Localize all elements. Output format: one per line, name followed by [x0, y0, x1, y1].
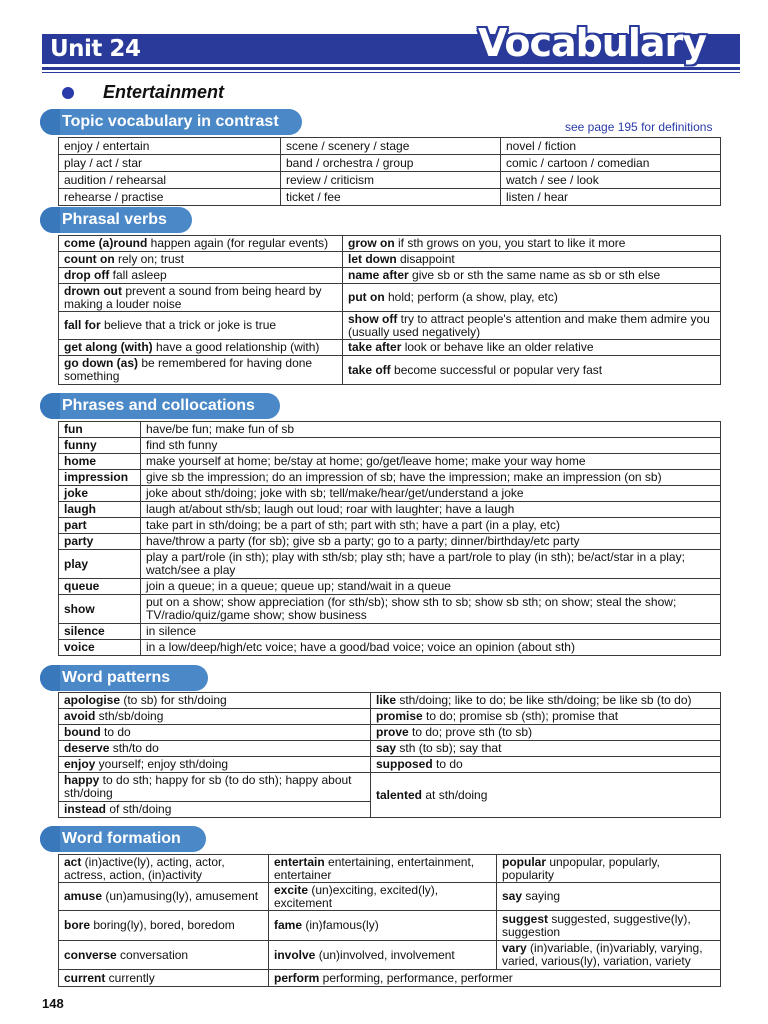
keyword-cell: voice: [59, 640, 141, 656]
headword: talented: [376, 787, 423, 802]
bullet-icon: [62, 87, 74, 99]
keyword-cell: play: [59, 550, 141, 579]
table-row: [59, 550, 721, 579]
table-row: [59, 268, 721, 284]
word-formation-table: [58, 854, 721, 987]
definition: of sth/doing: [106, 802, 172, 816]
vocab-cell: listen / hear: [501, 189, 721, 206]
headword: name after: [348, 268, 409, 282]
topic-vocab-table: [58, 137, 721, 206]
vocab-cell: ticket / fee: [281, 189, 501, 206]
collocations-cell: joke about sth/doing; joke with sb; tell/make/hear/get/understand a joke: [141, 486, 721, 502]
table-row: [59, 970, 721, 987]
headword: put on: [348, 290, 385, 304]
formation-cell: [59, 941, 269, 970]
headword: show off: [348, 311, 398, 326]
phrasal-cell: [343, 268, 721, 284]
table-row: [59, 534, 721, 550]
definition: conversation: [116, 947, 189, 962]
formation-cell: [497, 883, 721, 911]
pattern-cell: [371, 773, 721, 818]
headword: promise: [376, 709, 423, 723]
pattern-cell: [59, 741, 371, 757]
definition: to do: [432, 757, 463, 771]
table-row: [59, 470, 721, 486]
keyword-cell: impression: [59, 470, 141, 486]
formation-cell: [59, 883, 269, 911]
phrasal-cell: [343, 312, 721, 340]
table-row: [59, 911, 721, 941]
table-row: [59, 693, 721, 709]
page-number: 148: [42, 996, 64, 1011]
table-row: [59, 579, 721, 595]
headword: entertain: [274, 854, 325, 869]
keyword-cell: silence: [59, 624, 141, 640]
formation-cell: [269, 941, 497, 970]
vocab-cell: review / criticism: [281, 172, 501, 189]
headword: take after: [348, 340, 402, 354]
definition: (in)active(ly), acting, actor, actress, action, (in)activity: [64, 854, 225, 882]
phrasal-cell: [59, 252, 343, 268]
table-row: [59, 624, 721, 640]
table-row: [59, 518, 721, 534]
collocations-cell: play a part/role (in sth); play with sth/sb; play sth; have a part/role to play (in sth); be/act/star in a play; watch/see a play: [141, 550, 721, 579]
collocations-cell: have/throw a party (for sb); give sb a party; go to a party; dinner/birthday/etc party: [141, 534, 721, 550]
definition: (in)famous(ly): [302, 918, 379, 932]
pill-word-formation: Word formation: [40, 826, 206, 852]
definition: yourself; enjoy sth/doing: [95, 757, 229, 771]
headword: get along (with): [64, 340, 153, 354]
headword: prove: [376, 725, 409, 739]
definition: (un)amusing(ly), amusement: [102, 889, 259, 903]
phrasal-cell: [59, 340, 343, 356]
table-row: [59, 356, 721, 385]
headword: bound: [64, 725, 101, 739]
table-row: [59, 757, 721, 773]
keyword-cell: party: [59, 534, 141, 550]
headword: perform: [274, 970, 320, 985]
word-patterns-body: [59, 693, 721, 818]
table-row: [59, 312, 721, 340]
pattern-cell: [371, 725, 721, 741]
definition: currently: [105, 970, 155, 985]
definition: saying: [522, 889, 561, 903]
phrasal-cell: [343, 236, 721, 252]
definition: to do sth; happy for sb (to do sth); happy about sth/doing: [64, 773, 352, 800]
definition: sth/sb/doing: [95, 709, 164, 723]
topic-vocab-body: [59, 138, 721, 206]
definition: sth/doing; like to do; be like sth/doing; be like sb (to do): [396, 693, 692, 707]
definition: (in)variable, (in)variably, varying, varied, various(ly), variation, variety: [502, 941, 703, 968]
headword: supposed: [376, 757, 433, 771]
pattern-cell: [59, 693, 371, 709]
definition: give sb or sth the same name as sb or sth else: [408, 268, 661, 282]
headword: act: [64, 854, 82, 869]
definition: fall asleep: [109, 268, 167, 282]
word-patterns-table: [58, 692, 721, 818]
headword: go down (as): [64, 356, 138, 370]
keyword-cell: funny: [59, 438, 141, 454]
definition: hold; perform (a show, play, etc): [384, 290, 558, 304]
keyword-cell: queue: [59, 579, 141, 595]
pattern-cell: [59, 802, 371, 818]
headword: instead: [64, 802, 107, 816]
headword: involve: [274, 947, 316, 962]
unit-title: Unit 24: [50, 36, 141, 62]
formation-cell: [269, 855, 497, 883]
headword: take off: [348, 362, 391, 377]
table-row: [59, 252, 721, 268]
headword: enjoy: [64, 757, 96, 771]
table-row: [59, 741, 721, 757]
formation-cell: [269, 970, 721, 987]
definition: suggested, suggestive(ly), suggestion: [502, 911, 691, 939]
definition: if sth grows on you, you start to like it more: [394, 236, 626, 250]
definition: rely on; trust: [114, 252, 185, 266]
headword: grow on: [348, 236, 395, 250]
phrases-body: [59, 422, 721, 656]
definition: try to attract people's attention and make them admire you (usually used negatively): [348, 311, 710, 339]
definition: sth/to do: [109, 741, 159, 755]
definition: (un)involved, involvement: [315, 947, 455, 962]
collocations-cell: put on a show; show appreciation (for sth/sb); show sth to sb; show sb sth; on show; steal the show; TV/radio/quiz/game show; show business: [141, 595, 721, 624]
pattern-cell: [59, 709, 371, 725]
table-row: [59, 438, 721, 454]
headword: drop off: [64, 268, 110, 282]
vocab-cell: comic / cartoon / comedian: [501, 155, 721, 172]
definition: happen again (for regular events): [147, 236, 329, 250]
table-row: [59, 454, 721, 470]
pill-word-patterns: Word patterns: [40, 665, 208, 691]
definition: sth (to sb); say that: [396, 741, 502, 755]
definition: become successful or popular very fast: [390, 362, 603, 377]
table-row: [59, 422, 721, 438]
keyword-cell: joke: [59, 486, 141, 502]
table-row: [59, 773, 721, 802]
keyword-cell: laugh: [59, 502, 141, 518]
definition: be remembered for having done something: [64, 356, 313, 383]
definition: look or behave like an older relative: [401, 340, 594, 354]
table-row: [59, 883, 721, 911]
table-row: [59, 172, 721, 189]
pattern-cell: [59, 757, 371, 773]
collocations-cell: have/be fun; make fun of sb: [141, 422, 721, 438]
headword: suggest: [502, 911, 549, 926]
table-row: [59, 640, 721, 656]
headword: happy: [64, 773, 100, 787]
formation-cell: [59, 855, 269, 883]
collocations-cell: laugh at/about sth/sb; laugh out loud; roar with laughter; have a laugh: [141, 502, 721, 518]
table-row: [59, 595, 721, 624]
formation-cell: [497, 941, 721, 970]
phrasal-cell: [59, 312, 343, 340]
phrasal-cell: [59, 268, 343, 284]
phrasal-verbs-table: [58, 235, 721, 385]
vocab-cell: novel / fiction: [501, 138, 721, 155]
collocations-cell: in a low/deep/high/etc voice; have a good/bad voice; voice an opinion (about sth): [141, 640, 721, 656]
headword: fame: [274, 918, 303, 932]
headword: excite: [274, 882, 309, 897]
collocations-cell: take part in sth/doing; be a part of sth; part with sth; have a part (in a play, etc): [141, 518, 721, 534]
headword: current: [64, 970, 106, 985]
table-row: [59, 486, 721, 502]
definition: believe that a trick or joke is true: [100, 318, 277, 332]
topic-title: Entertainment: [103, 82, 225, 102]
keyword-cell: show: [59, 595, 141, 624]
vocab-cell: play / act / star: [59, 155, 281, 172]
vocab-cell: rehearse / practise: [59, 189, 281, 206]
headword: say: [502, 889, 523, 903]
phrasal-cell: [59, 284, 343, 312]
phrases-table: [58, 421, 721, 656]
pill-phrasal-verbs: Phrasal verbs: [40, 207, 192, 233]
formation-cell: [497, 911, 721, 941]
definition: disappoint: [396, 252, 455, 266]
definition: have a good relationship (with): [152, 340, 320, 354]
pattern-cell: [371, 709, 721, 725]
section-heading: Vocabulary: [478, 21, 707, 65]
headword: bore: [64, 918, 91, 932]
headword: drown out: [64, 283, 122, 298]
table-row: [59, 155, 721, 172]
pattern-cell: [371, 757, 721, 773]
vocab-cell: enjoy / entertain: [59, 138, 281, 155]
definition: to do; prove sth (to sb): [408, 725, 533, 739]
phrasal-cell: [343, 356, 721, 385]
header-rule: [42, 67, 740, 70]
see-page-note: see page 195 for definitions: [565, 120, 713, 134]
headword: apologise: [64, 693, 121, 707]
definition: boring(ly), bored, boredom: [90, 918, 235, 932]
collocations-cell: make yourself at home; be/stay at home; go/get/leave home; make your way home: [141, 454, 721, 470]
table-row: [59, 709, 721, 725]
table-row: [59, 236, 721, 252]
phrasal-cell: [59, 356, 343, 385]
header-rule-thin: [42, 72, 740, 73]
definition: to do; promise sb (sth); promise that: [422, 709, 619, 723]
word-formation-body: [59, 855, 721, 987]
table-row: [59, 941, 721, 970]
collocations-cell: give sb the impression; do an impression of sb; have the impression; make an impression (on sb): [141, 470, 721, 486]
definition: at sth/doing: [422, 787, 488, 802]
phrasal-cell: [343, 284, 721, 312]
headword: avoid: [64, 709, 96, 723]
pattern-cell: [371, 693, 721, 709]
headword: say: [376, 741, 397, 755]
table-row: [59, 189, 721, 206]
headword: vary: [502, 941, 527, 955]
phrasal-cell: [59, 236, 343, 252]
pattern-cell: [59, 725, 371, 741]
keyword-cell: home: [59, 454, 141, 470]
headword: count on: [64, 252, 115, 266]
pill-phrases-collocations: Phrases and collocations: [40, 393, 280, 419]
pattern-cell: [59, 773, 371, 802]
definition: (un)exciting, excited(ly), excitement: [274, 882, 439, 910]
headword: let down: [348, 252, 397, 266]
definition: (to sb) for sth/doing: [120, 693, 227, 707]
formation-cell: [497, 855, 721, 883]
collocations-cell: find sth funny: [141, 438, 721, 454]
keyword-cell: fun: [59, 422, 141, 438]
formation-cell: [269, 883, 497, 911]
headword: converse: [64, 947, 117, 962]
formation-cell: [59, 911, 269, 941]
definition: unpopular, popularly, popularity: [502, 854, 660, 882]
formation-cell: [269, 911, 497, 941]
vocab-cell: scene / scenery / stage: [281, 138, 501, 155]
collocations-cell: in silence: [141, 624, 721, 640]
definition: performing, performance, performer: [319, 970, 513, 985]
vocab-cell: audition / rehearsal: [59, 172, 281, 189]
table-row: [59, 855, 721, 883]
headword: amuse: [64, 889, 103, 903]
headword: come (a)round: [64, 236, 148, 250]
headword: fall for: [64, 318, 101, 332]
phrasal-cell: [343, 340, 721, 356]
vocab-cell: watch / see / look: [501, 172, 721, 189]
formation-cell: [59, 970, 269, 987]
pattern-cell: [371, 741, 721, 757]
vocab-cell: band / orchestra / group: [281, 155, 501, 172]
phrasal-verbs-body: [59, 236, 721, 385]
table-row: [59, 138, 721, 155]
pill-topic-vocabulary: Topic vocabulary in contrast: [40, 109, 302, 135]
definition: to do: [100, 725, 131, 739]
table-row: [59, 340, 721, 356]
table-row: [59, 284, 721, 312]
keyword-cell: part: [59, 518, 141, 534]
headword: popular: [502, 854, 546, 869]
phrasal-cell: [343, 252, 721, 268]
headword: like: [376, 693, 397, 707]
definition: entertaining, entertainment, entertainer: [274, 854, 475, 882]
collocations-cell: join a queue; in a queue; queue up; stand/wait in a queue: [141, 579, 721, 595]
definition: prevent a sound from being heard by making a louder noise: [64, 283, 322, 311]
table-row: [59, 725, 721, 741]
table-row: [59, 502, 721, 518]
headword: deserve: [64, 741, 110, 755]
